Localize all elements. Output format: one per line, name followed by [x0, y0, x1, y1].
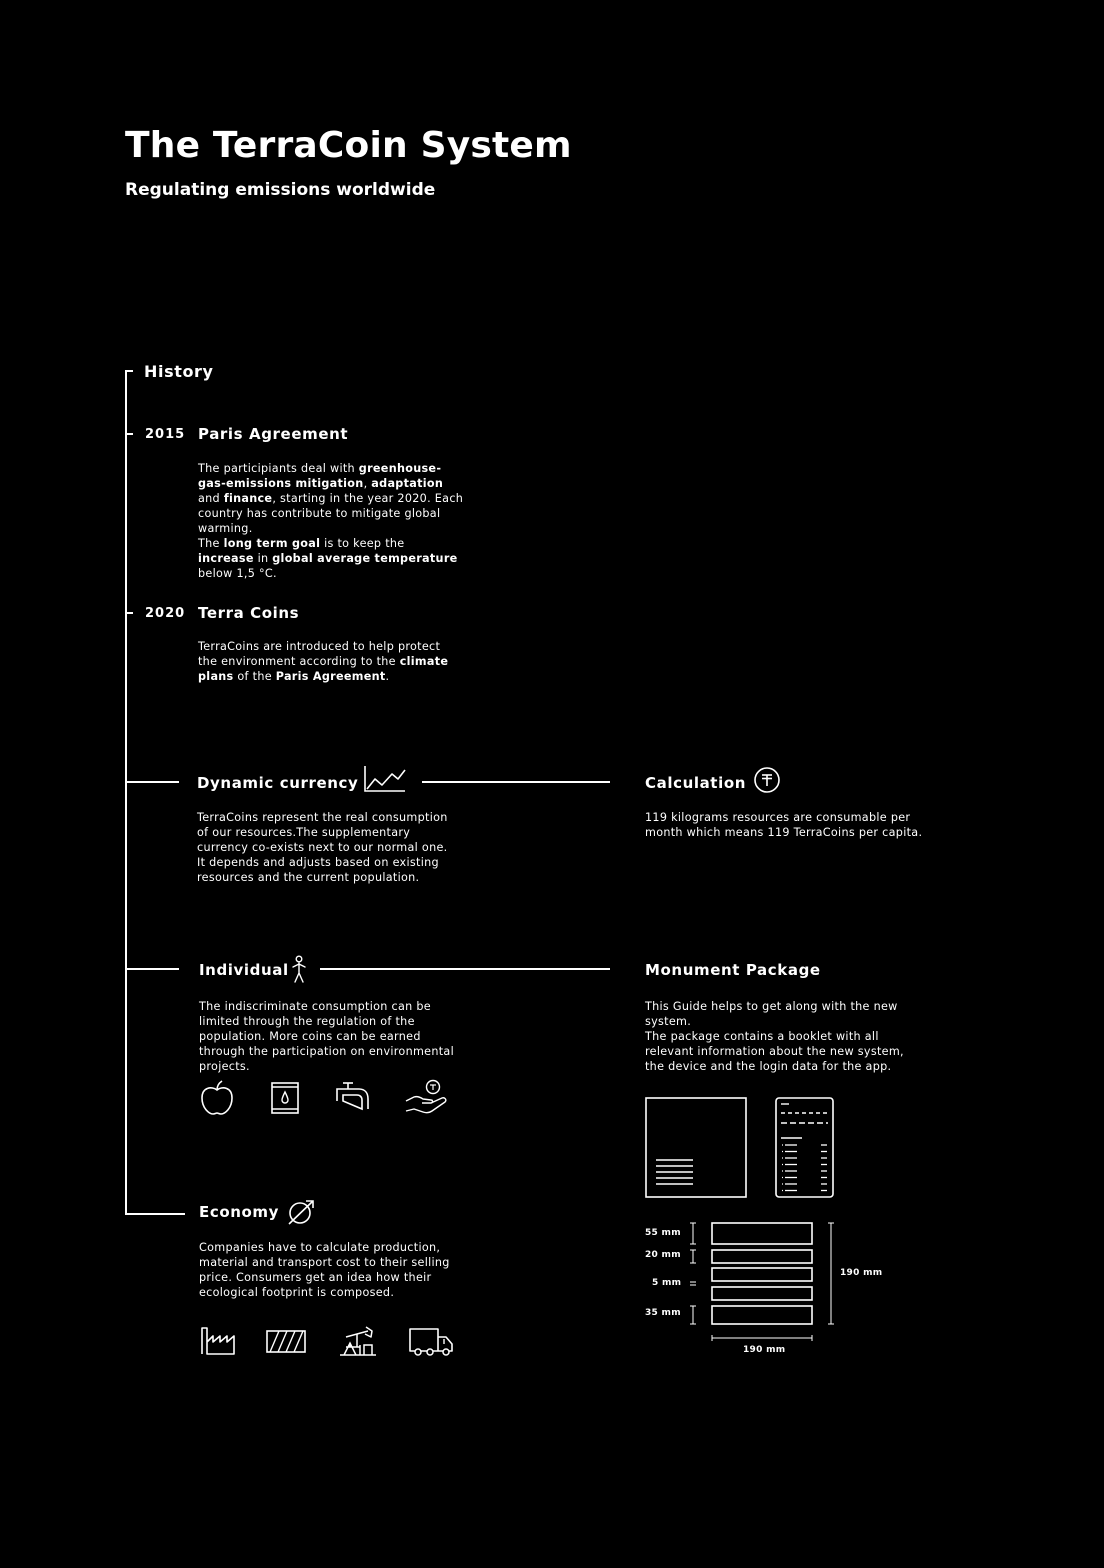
dimension-label-width: 190 mm: [743, 1345, 786, 1355]
device-list-rows: [782, 1145, 827, 1191]
timeline-tick-2020: [125, 612, 133, 614]
connector-individual-monument: [320, 968, 610, 970]
timeline-tick-2015: [125, 433, 133, 435]
event-body: TerraCoins are introduced to help protect the environment according to the climate plans of the Paris Agreement.: [198, 640, 449, 683]
timeline-branch-individual: [125, 968, 179, 970]
timeline-branch-dynamic-currency: [125, 781, 179, 783]
page-subtitle: Regulating emissions worldwide: [125, 180, 436, 200]
section-body-monument-package: This Guide helps to get along with the new system. The package contains a booklet with all relevant information about the new system, the device and the login data for the app.: [645, 1000, 904, 1073]
event-title: Terra Coins: [198, 604, 300, 622]
person-icon: [290, 955, 308, 985]
connector-dynamic-calculation: [422, 781, 610, 783]
no-growth-icon: [286, 1198, 316, 1226]
coin-hand-icon: [404, 1079, 450, 1117]
material-icon: [266, 1330, 306, 1354]
timeline-branch-economy: [125, 1213, 185, 1215]
section-body-calculation: 119 kilograms resources are consumable per month which means 119 TerraCoins per capita.: [645, 811, 923, 839]
section-body-economy: Companies have to calculate production, material and transport cost to their selling price. Consumers get an idea how their ecological footprint is composed.: [199, 1241, 450, 1299]
terracoin-icon: [753, 766, 781, 794]
event-year: 2020: [145, 606, 186, 621]
section-body-individual: The indiscriminate consumption can be limited through the regulation of the population. More coins can be earned through the participation on environmental projects.: [199, 1000, 454, 1073]
dimension-label-layer: 55 mm: [645, 1228, 681, 1238]
dimension-label-layer: 35 mm: [645, 1308, 681, 1318]
apple-icon: [200, 1080, 234, 1116]
factory-icon: [200, 1326, 236, 1356]
dimension-label-height: 190 mm: [840, 1268, 883, 1278]
section-title-economy: Economy: [199, 1203, 280, 1221]
section-title-dynamic-currency: Dynamic currency: [197, 774, 359, 792]
oil-pump-icon: [338, 1325, 378, 1357]
water-tap-icon: [335, 1081, 371, 1115]
section-title-monument-package: Monument Package: [645, 961, 821, 979]
page-title: The TerraCoin System: [125, 125, 572, 166]
dimension-label-layer: 5 mm: [652, 1278, 682, 1288]
booklet-illustration: [645, 1097, 747, 1199]
stacked-layers-diagram: [645, 1218, 870, 1358]
oil-barrel-icon: [270, 1081, 300, 1115]
section-body-dynamic-currency: TerraCoins represent the real consumption of our resources.The supplementary currency co-exists next to our normal one. It depends and adjusts based on existing resources and the current population.: [197, 811, 448, 884]
section-title-calculation: Calculation: [645, 774, 747, 792]
event-year: 2015: [145, 427, 186, 442]
event-body: The participiants deal with greenhouse-gas-emissions mitigation, adaptation and finance, starting in the year 2020. Each country has contribute to mitigate global warming. The long term goal is to keep the increase in global average temperature below 1,5 °C.: [198, 462, 464, 580]
truck-icon: [408, 1327, 454, 1357]
timeline-spine: [125, 370, 127, 1215]
device-illustration: [775, 1097, 835, 1199]
timeline-top-tick: [125, 370, 133, 372]
event-title: Paris Agreement: [198, 425, 349, 443]
history-heading: History: [144, 362, 214, 381]
line-chart-icon: [363, 765, 407, 793]
dimension-label-layer: 20 mm: [645, 1250, 681, 1260]
section-title-individual: Individual: [199, 961, 289, 979]
